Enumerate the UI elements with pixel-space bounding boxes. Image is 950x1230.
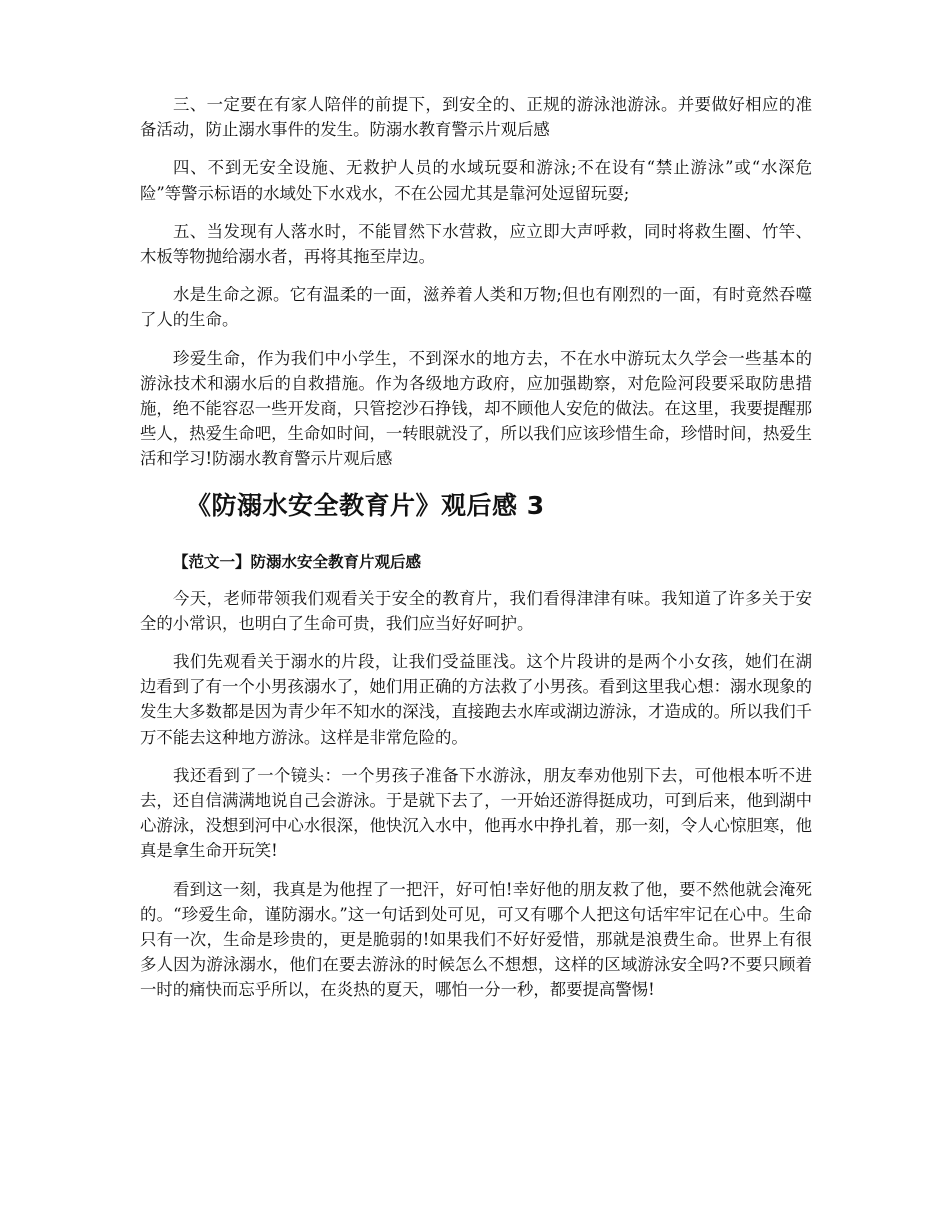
section-subheading: 【范文一】防溺水安全教育片观后感: [173, 552, 422, 571]
paragraph-water-source: 水是生命之源。它有温柔的一面，滋养着人类和万物;但也有刚烈的一面，有时竟然吞噬了人的生命。: [140, 285, 812, 330]
document-page: [140, 92, 812, 1016]
paragraph-safety-tip-5: 五、当发现有人落水时，不能冒然下水营救，应立即大声呼救，同时将救生圈、竹竿、木板等物抛给溺水者，再将其拖至岸边。: [140, 221, 812, 267]
paragraph-safety-tip-4: 四、不到无安全设施、无救护人员的水域玩耍和游泳;不在设有“禁止游泳”或“水深危险”等警示标语的水域处下水戏水，不在公园尤其是靠河处逗留玩耍;: [140, 158, 812, 203]
paragraph-cherish-life: 珍爱生命，作为我们中小学生，不到深水的地方去，不在水中游玩太久学会一些基本的游泳技术和溺水后的自救措施。作为各级地方政府，应加强勘察，对危险河段要采取防患措施，绝不能容忍一些开发商，只管挖沙石挣钱，却不顾他人安危的做法。在这里，我要提醒那些人，热爱生命吧，生命如时间，一转眼就没了，所以我们应该珍惜生命，珍惜时间，热爱生活和学习!防溺水教育警示片观后感: [140, 348, 813, 469]
section-heading: 《防溺水安全教育片》观后感 3: [186, 490, 545, 520]
paragraph-essay-3: 我还看到了一个镜头：一个男孩子准备下水游泳，朋友奉劝他别下去，可他根本听不进去，还自信满满地说自己会游泳。于是就下去了，一开始还游得挺成功，可到后来，他到湖中心游泳，没想到河中心水很深，他快沉入水中，他再水中挣扎着，那一刻，令人心惊胆寒，他真是拿生命开玩笑!: [140, 765, 813, 861]
paragraph-essay-1: 今天，老师带领我们观看关于安全的教育片，我们看得津津有味。我知道了许多关于安全的小常识，也明白了生命可贵，我们应当好好呵护。: [140, 588, 812, 633]
paragraph-essay-4: 看到这一刻，我真是为他捏了一把汗，好可怕!幸好他的朋友救了他，要不然他就会淹死的。“珍爱生命，谨防溺水。”这一句话到处可见，可又有哪个人把这句话牢牢记在心中。生命只有一次，生命是珍贵的，更是脆弱的!如果我们不好好爱惜，那就是浪费生命。世界上有很多人因为游泳溺水，他们在要去游泳的时候怎么不想想，这样的区域游泳安全吗?不要只顾着一时的痛快而忘乎所以，在炎热的夏天，哪怕一分一秒，都要提高警惕!: [140, 879, 812, 1000]
paragraph-safety-tip-3: 三、一定要在有家人陪伴的前提下，到安全的、正规的游泳池游泳。并要做好相应的准备活动，防止溺水事件的发生。防溺水教育警示片观后感: [140, 95, 812, 140]
paragraph-essay-2: 我们先观看关于溺水的片段，让我们受益匪浅。这个片段讲的是两个小女孩，她们在湖边看到了有一个小男孩溺水了，她们用正确的方法救了小男孩。看到这里我心想：溺水现象的发生大多数都是因为青少年不知水的深浅，直接跑去水库或湖边游泳，才造成的。所以我们千万不能去这种地方游泳。这样是非常危险的。: [140, 652, 813, 747]
